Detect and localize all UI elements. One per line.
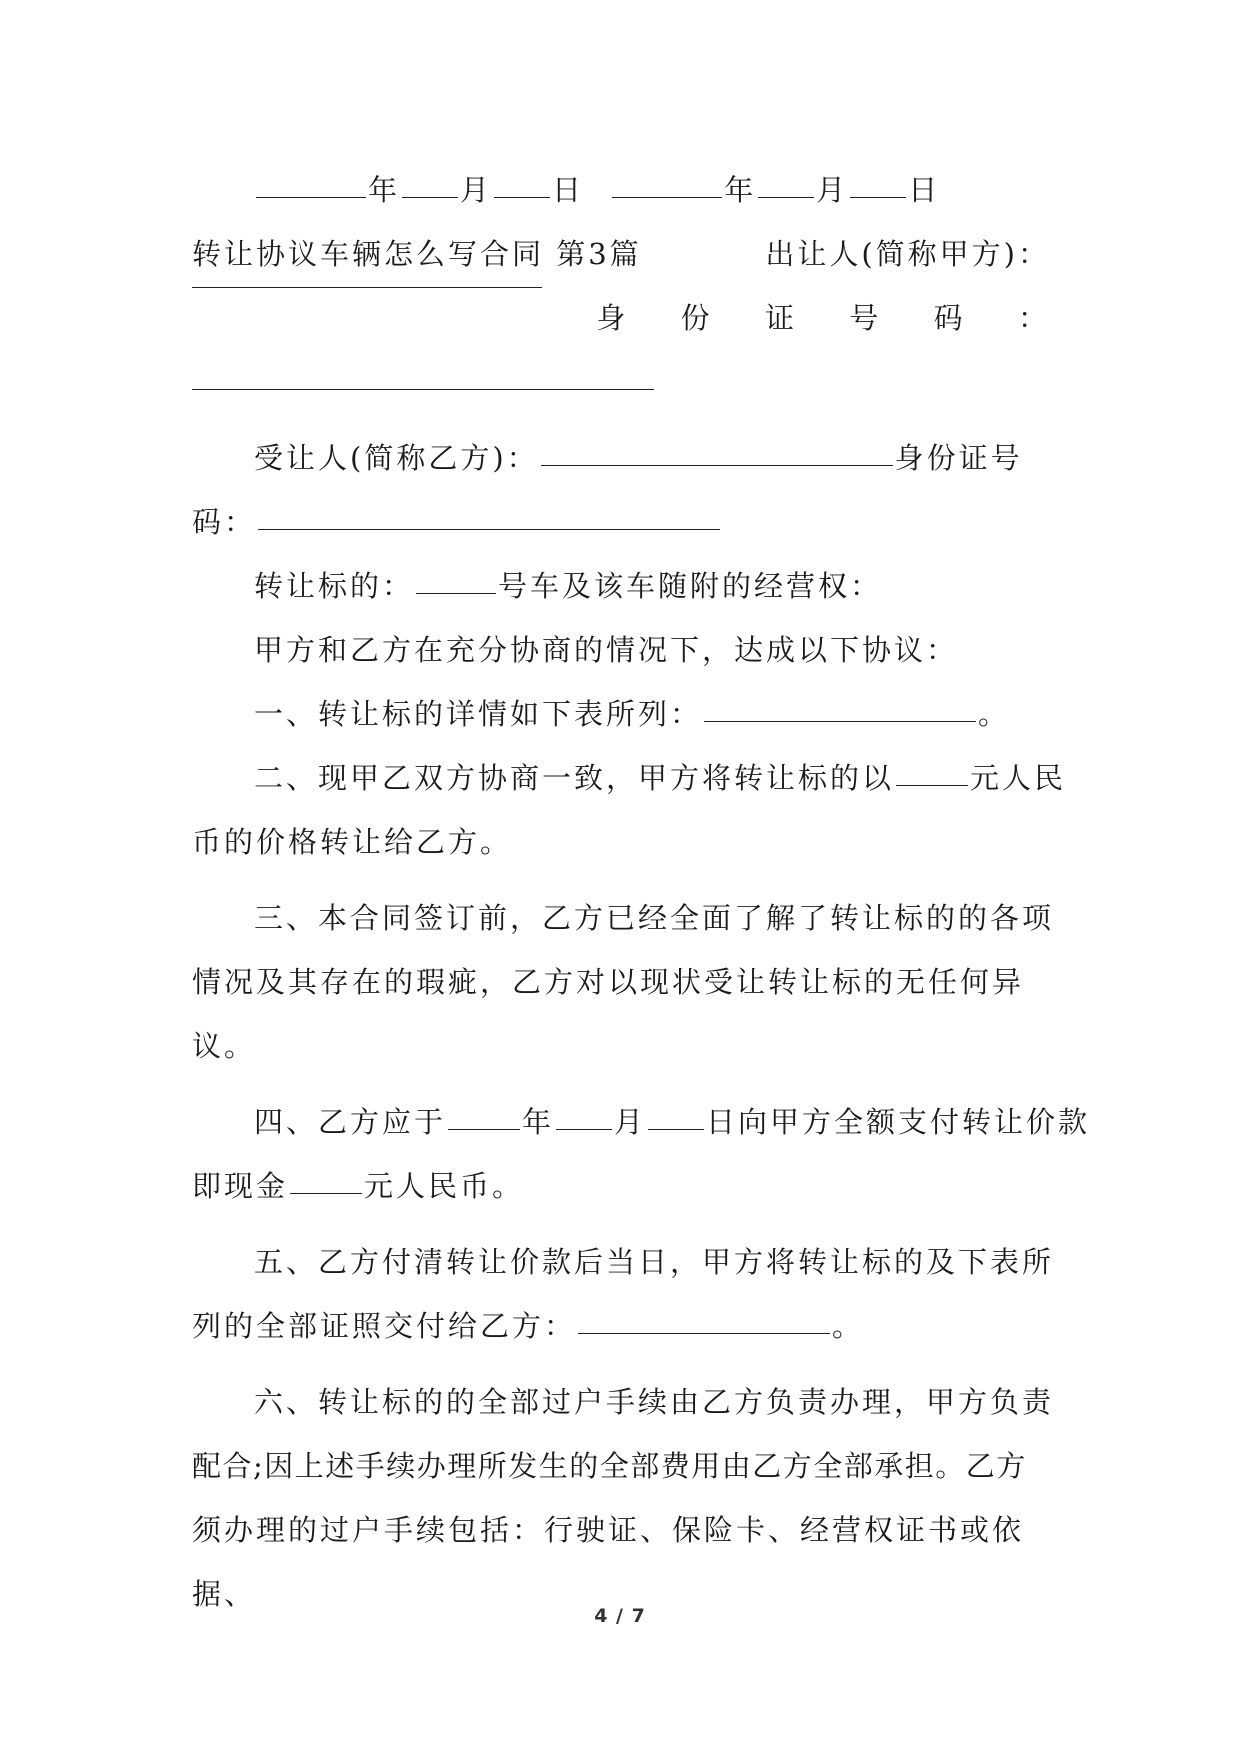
subject-line: 转让标的： 号车及该车随附的经营权： — [254, 569, 883, 603]
seller-name-blank — [192, 286, 542, 288]
buyer-id-line: 码： — [192, 490, 1050, 554]
seller-label: 出让人(简称甲方)： — [765, 237, 1050, 271]
clause-6: 六、转让标的的全部过户手续由乙方负责办理，甲方负责 — [254, 1385, 1055, 1419]
buyer-id-blank — [258, 528, 720, 530]
title-line — [192, 222, 1050, 286]
clause-1: 一、转让标的详情如下表所列： 。 — [254, 697, 1011, 731]
year-blank-2 — [612, 196, 722, 198]
page-number: 4 / 7 — [594, 1605, 646, 1627]
intro-line: 甲方和乙方在充分协商的情况下，达成以下协议： — [254, 633, 959, 667]
document-body: 年 月 日 年 月 日 转让协议车辆怎么写合同 第3篇 出让人(简称甲方)： 身 份 证 号 码 ： 受让人(简称乙方)： 身份证号 码： 转让标的： 号车及该车随附的经营权： 甲方和乙方在充分协商的情况下，达成以下协议： 一、转让标的详情如下表所列： 。 二、现甲乙双方协商一致，甲方将转让标的以 元人民 币的价格转让给乙方。 三、本合同签订前，乙方已经全面了解了转让标的的各项 情况及其存在的瑕疵，乙方对以现状受让转让标的无任何异 议。 四、乙方应于 年 月 日向甲方全额支付转让价款 即现金 元人民币。 五、乙方付清转让价款后当日，甲方将转让标的及下表所 列的全部证照交付给乙方： 。 六、转让标的的全部过户手续由乙方负责办理，甲方负责 配合;因上述手续办理所发生的全部费用由乙方全部承担。乙方 须办理的过户手续包括：行驶证、保险卡、经营权证书或依 据、 — [192, 158, 1050, 1626]
clause-3: 三、本合同签订前，乙方已经全面了解了转让标的的各项 — [254, 901, 1055, 935]
clause-2: 二、现甲乙双方协商一致，甲方将转让标的以 元人民 — [254, 761, 1067, 795]
year-blank — [256, 196, 366, 198]
clause-4: 四、乙方应于 年 月 日向甲方全额支付转让价款 — [254, 1105, 1091, 1139]
price-blank — [896, 784, 968, 786]
document-title: 转让协议车辆怎么写合同 第3篇 — [192, 237, 642, 271]
plate-blank — [416, 592, 496, 594]
seller-id-blank-line — [192, 350, 1050, 414]
buyer-name-blank — [541, 464, 893, 466]
seller-id-blank — [192, 388, 654, 390]
buyer-line: 受让人(简称乙方)： 身份证号 — [254, 441, 1023, 475]
buyer-label: 受让人(简称乙方)： — [254, 441, 539, 475]
clause-5: 五、乙方付清转让价款后当日，甲方将转让标的及下表所 — [254, 1245, 1055, 1279]
seller-id-line: 身 份 证 号 码 ： — [192, 286, 1050, 350]
date-line: 年 月 日 年 月 日 — [192, 158, 1050, 222]
